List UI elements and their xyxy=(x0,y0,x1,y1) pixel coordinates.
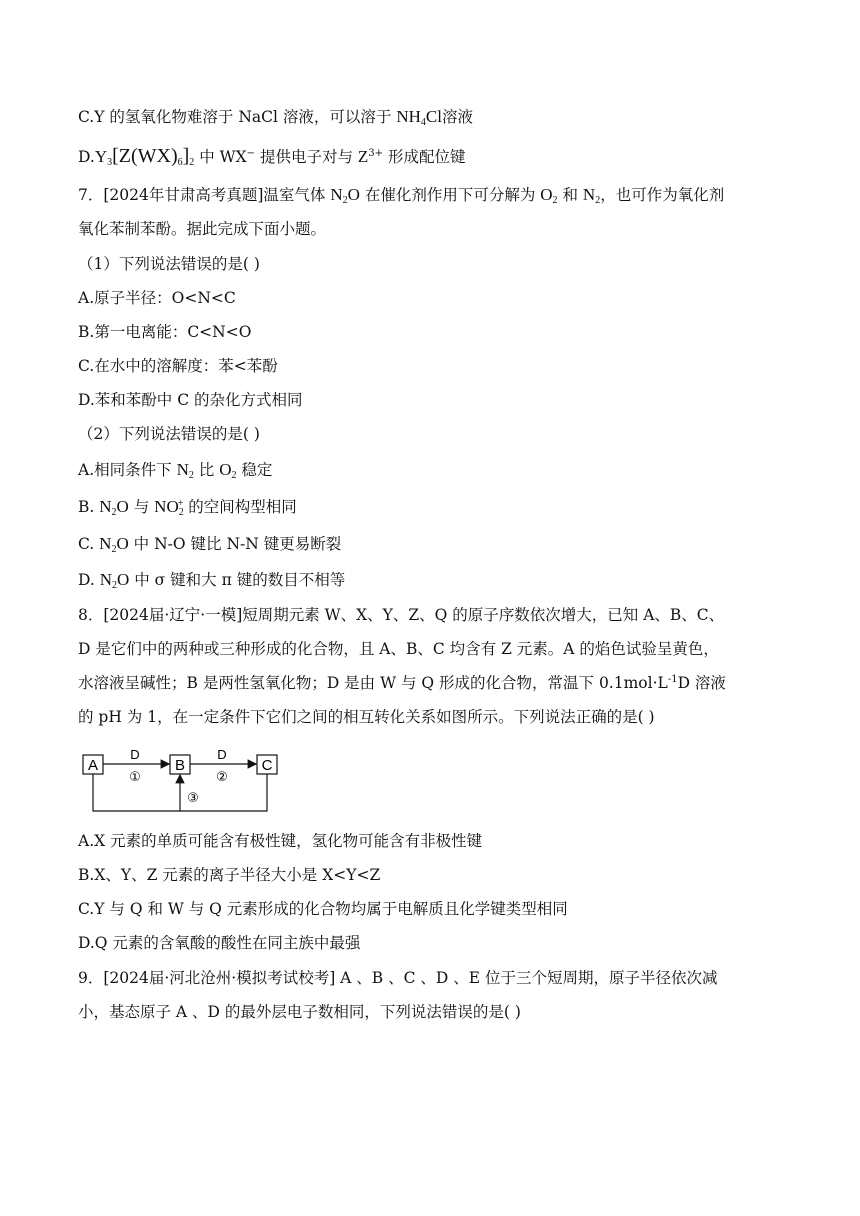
box-c-label: C xyxy=(261,757,273,774)
nh4cl-formula: $NH_4Cl$ xyxy=(396,107,442,128)
box-a-label: A xyxy=(87,757,99,774)
q7-part1-prompt: （1）下列说法错误的是( ) xyxy=(78,255,260,273)
q8-option-b: B.X、Y、Z 元素的离子半径大小是 X<Y<Z xyxy=(78,866,381,884)
q7-part1-option-b: B.第一电离能：C<N<O xyxy=(78,323,252,341)
q7-part1-option-d: D.苯和苯酚中 C 的杂化方式相同 xyxy=(78,391,303,409)
q7-stem-line1: 7．[2024年甘肃高考真题]温室气体 $N_2O$ 在催化剂作用下可分解为 $O_2$ 和 $N_2$，也可作为氧化剂 xyxy=(78,185,725,206)
q7-part2-prompt: （2）下列说法错误的是( ) xyxy=(78,425,260,443)
q8-option-c: C.Y 与 Q 和 W 与 Q 元素形成的化合物均属于电解质且化学键类型相同 xyxy=(78,900,568,918)
q6-option-c-text: C.Y 的氢氧化物难溶于 NaCl 溶液，可以溶于 xyxy=(78,108,392,126)
reagent-d-2: D xyxy=(217,748,227,762)
q9-stem-line1: 9．[2024届·河北沧州·模拟考试校考] A 、B 、C 、D 、E 位于三个短周期，原子半径依次减 xyxy=(78,969,718,987)
q6-option-c: C.Y 的氢氧化物难溶于 NaCl 溶液，可以溶于 $NH_4Cl$溶液 xyxy=(78,107,473,128)
box-b-label: B xyxy=(174,757,186,774)
q7-part2-option-c: C. $N_2O$ 中 N-O 键比 N-N 键更易断裂 xyxy=(78,534,342,555)
q7-part2-option-a: A.相同条件下 $N_2$ 比 $O_2$ 稳定 xyxy=(78,460,273,481)
q8-stem-line4: 的 pH 为 1，在一定条件下它们之间的相互转化关系如图所示。下列说法正确的是( ) xyxy=(78,708,655,726)
q8-option-a: A.X 元素的单质可能含有极性键，氢化物可能含有非极性键 xyxy=(78,832,483,850)
q8-stem-line3: 水溶液呈碱性；B 是两性氢氧化物；D 是由 W 与 Q 形成的化合物，常温下 $0.1mol\cdot L^{-1}D$ 溶液 xyxy=(78,674,726,692)
q9-stem-line2: 小，基态原子 A 、D 的最外层电子数相同，下列说法错误的是( ) xyxy=(78,1003,521,1021)
reagent-d-1: D xyxy=(130,748,140,762)
q8-stem-line1: 8．[2024届·辽宁·一模]短周期元素 W、X、Y、Z、Q 的原子序数依次增大，已知 A、B、C、 xyxy=(78,606,725,624)
q8-option-d: D.Q 元素的含氧酸的酸性在同主族中最强 xyxy=(78,934,361,952)
conversion-diagram xyxy=(80,748,290,820)
complex-formula: $Y_3[Z(WX)_6]_2$ xyxy=(94,145,195,168)
step-2-label: ② xyxy=(216,769,228,784)
q7-stem-line2: 氧化苯制苯酚。据此完成下面小题。 xyxy=(78,220,327,238)
q8-stem-line2: D 是它们中的两种或三种形成的化合物，且 A、B、C 均含有 Z 元素。A 的焰色试验呈黄色， xyxy=(78,640,719,658)
q7-part1-option-a: A.原子半径：O<N<C xyxy=(78,289,236,307)
step-3-label: ③ xyxy=(187,790,199,805)
step-1-label: ① xyxy=(129,769,141,784)
q7-part1-option-c: C.在水中的溶解度：苯<苯酚 xyxy=(78,357,278,375)
q7-part2-option-b: B. $N_2O$ 与 $NO_2^+$ 的空间构型相同 xyxy=(78,497,297,518)
q7-part2-option-d: D. $N_2O$ 中 σ 键和大 π 键的数目不相等 xyxy=(78,570,346,591)
q6-option-d: $D.Y_3[Z(WX)_6]_2$ 中 WX− 提供电子对与 $Z^{3+}$ 形成配位键 xyxy=(78,145,466,168)
